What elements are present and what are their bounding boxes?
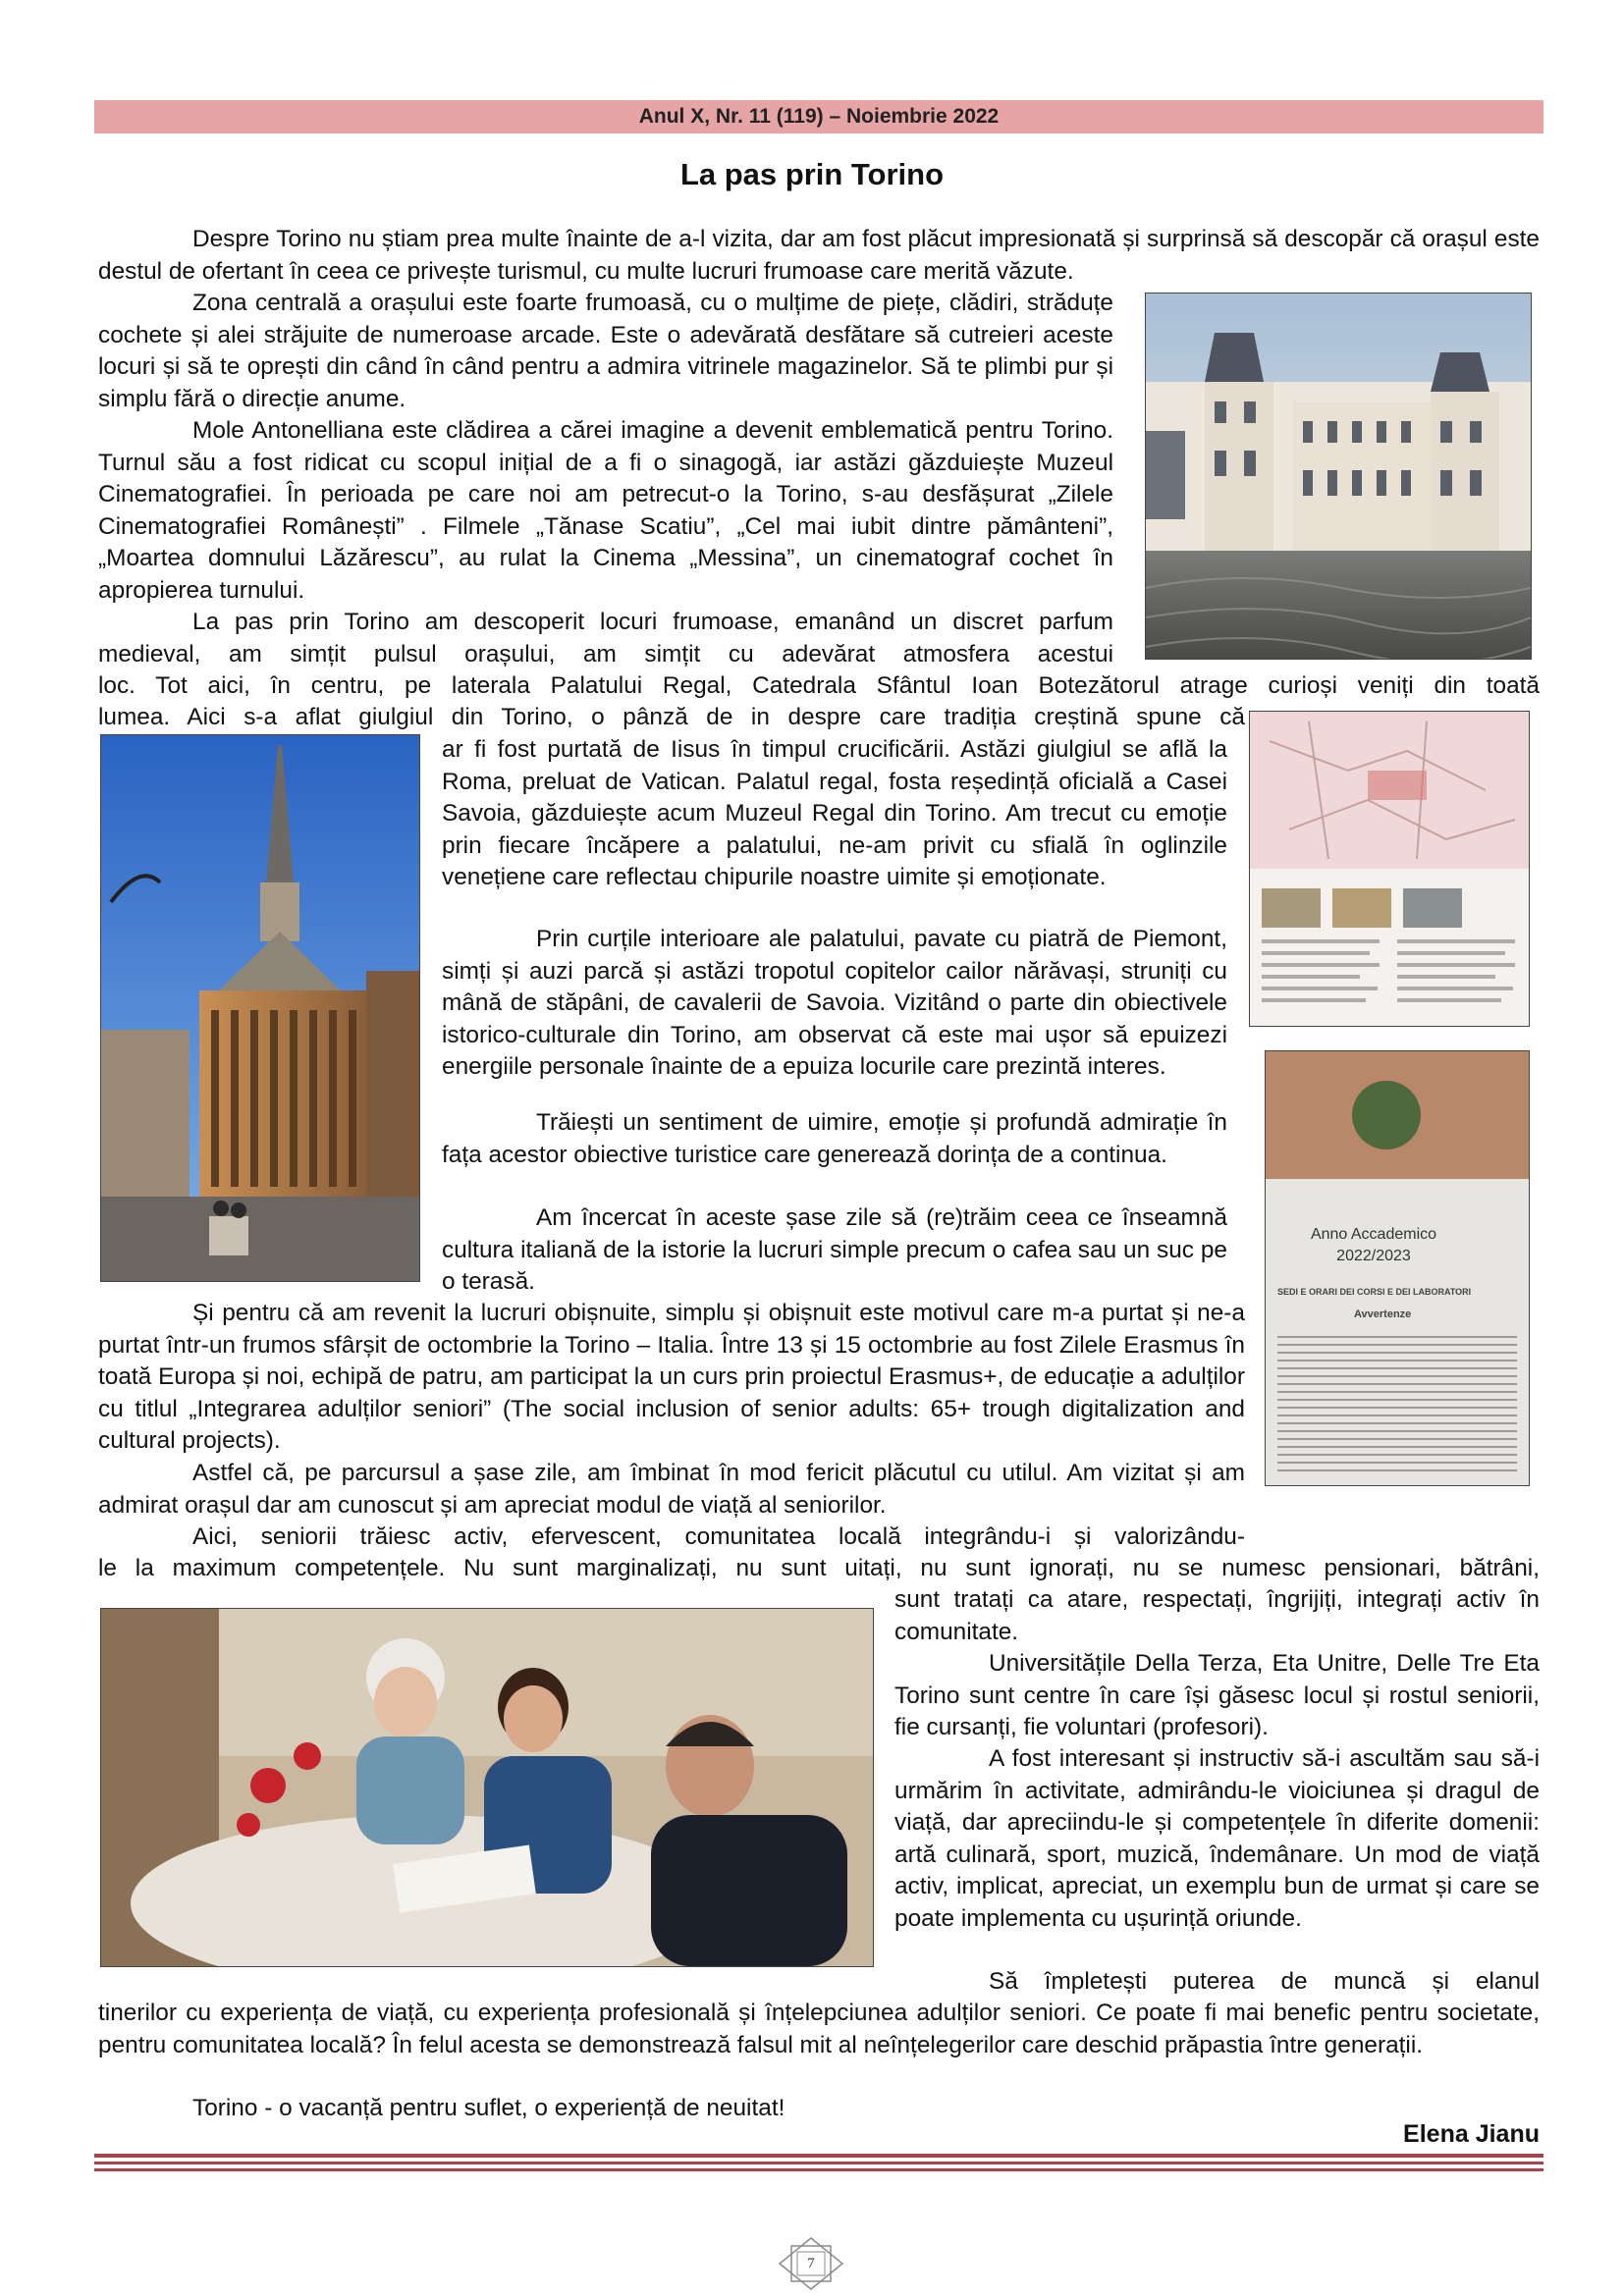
footer-rule <box>94 2162 1543 2164</box>
issue-header: Anul X, Nr. 11 (119) – Noiembrie 2022 <box>638 105 1000 128</box>
paragraph-4-start: La pas prin Torino am descoperit locuri frumoase, emanând un discret parfum medieval, am simțit pulsul orașului, am simțit cu adevărat atmosfera acestui <box>98 609 1113 667</box>
page-number: 7 <box>807 2256 815 2271</box>
article-author: Elena Jianu <box>1403 2120 1540 2148</box>
paragraph-14: Torino - o vacanță pentru suflet, o experiență de neuitat! <box>192 2095 785 2121</box>
paragraph-12: A fost interesant și instructiv să-i ascultăm sau să-i urmărim în activitate, admirându-le vioiciunea și dragul de viață, dar apreciindu-le și competențele în diferite domenii: artă culinară, sport, muzică, îndemânare. Un mod de viață activ, implicat, apreciat, un exemplu bun de urmat și care se poate implementa cu ușurință oriunde. <box>894 1745 1540 1932</box>
paragraph-2: Zona centrală a orașului este foarte frumoasă, cu o mulțime de piețe, clădiri, străduțe cochete și alei străjuite de numeroase arcade. Este o adevărată desfătare să cutreieri aceste locuri și să te oprești din când în când pentru a admira vitrinele magazinelor. Să te plimbi pur și simplu fără o direcție anume. <box>98 290 1113 412</box>
palace-illustration <box>1146 294 1531 659</box>
poster-section: SEDI E ORARI DEI CORSI E DEI LABORATORI <box>1277 1287 1472 1297</box>
paragraph-5: Prin curțile interioare ale palatului, pavate cu piatră de Piemont, simți și auzi parcă și astăzi tropotul copitelor cailor nărăvași, struniți cu mână de stăpâni, de cavalerii de Savoia. Vizitând o parte din obiectivele istorico-culturale din Torino, am observat că este mai ușor să epuizezi energiile personale înainte de a epuiza locurile care prezintă interes. <box>442 926 1227 1080</box>
poster-subtitle: Avvertenze <box>1354 1308 1412 1320</box>
seniors-photo <box>100 1608 874 1967</box>
paragraph-13: tinerilor cu experiența de viață, cu experiența profesională și înțelepciunea adulților seniori. Ce poate fi mai benefic pentru societate, pentru comunitatea locală? În felul acesta se demonstrează falsul mit al neînțelegerilor care deschid prăpastia între generații. <box>98 2000 1540 2058</box>
footer-rule <box>94 2168 1543 2171</box>
paragraph-10-start: Aici, seniorii trăiesc activ, efervescent, comunitatea locală integrându-i și valorizându- <box>192 1523 1245 1550</box>
paragraph-1: Despre Torino nu știam prea multe înainte de a-l vizita, dar am fost plăcut impresionată și surprinsă să descopăr că orașul este destul de ofertant în ceea ce privește turismul, cu multe lucruri frumoase care merită văzute. <box>98 226 1540 285</box>
university-poster-photo <box>1265 1050 1530 1486</box>
tree-icon <box>1352 1081 1421 1149</box>
map-brochure-photo <box>1249 711 1530 1027</box>
mole-antonelliana-photo <box>100 734 420 1282</box>
footer-rule <box>94 2154 1543 2158</box>
article-title: La pas prin Torino <box>679 157 945 191</box>
paragraph-3: Mole Antonelliana este clădirea a cărei imagine a devenit emblematică pentru Torino. Turnul său a fost ridicat cu scopul inițial de a fi o sinagogă, iar astăzi găzduiește Muzeul Cinematografiei. În perioada pe care noi am petrecut-o la Torino, s-au desfășurat „Zilele Cinematografiei Românești” . Filmele „Tănase Scatiu”, „Cel mai iubit dintre pământeni”, „Moartea domnului Lăzărescu”, au rulat la Cinema „Messina”, un cinematograf cochet în apropierea turnului. <box>98 417 1113 604</box>
paragraph-13-start: Să împletești puterea de muncă și elanul <box>989 1968 1540 1995</box>
seniors-illustration <box>101 1609 873 1966</box>
paragraph-11: Universitățile Della Terza, Eta Unitre, Delle Tre Eta Torino sunt centre în care își găsesc locul și rostul seniorii, fie cursanți, fie voluntari (profesori). <box>894 1650 1540 1740</box>
palace-photo <box>1145 293 1532 660</box>
paragraph-7: Am încercat în aceste șase zile să (re)trăim ceea ce înseamnă cultura italiană de la istorie la lucruri simple precum o cafea sau un suc pe o terasă. <box>442 1204 1227 1295</box>
paragraph-10-line: le la maximum competențele. Nu sunt marginalizați, nu sunt uitați, nu sunt ignorați, nu se numesc pensionari, bătrâni, <box>98 1555 1540 1581</box>
poster-text-lines <box>1277 1330 1517 1477</box>
mole-illustration <box>101 735 419 1281</box>
paragraph-6: Trăiești un sentiment de uimire, emoție și profundă admirație în fața acestor obiective turistice care generează dorința de a continua. <box>442 1109 1227 1168</box>
poster-years: 2022/2023 <box>1336 1248 1411 1264</box>
map-illustration <box>1250 712 1529 1026</box>
paragraph-4-line: loc. Tot aici, în centru, pe laterala Palatului Regal, Catedrala Sfântul Ioan Botezătorul atrage curioși veniți din toată <box>98 672 1540 699</box>
paragraph-8: Și pentru că am revenit la lucruri obișnuite, simplu și obișnuit este motivul care m-a purtat și ne-a purtat într-un frumos sfârșit de octombrie la Torino – Italia. Între 13 și 15 octombrie au fost Zilele Erasmus în toată Europa și noi, echipă de patru, am participat la un curs prin proiectul Erasmus+, de educație a adulților cu titlul „Integrarea adulților seniori” (The social inclusion of senior adults: 65+ trough digitalization and cultural projects). <box>98 1300 1245 1454</box>
paragraph-10-end: sunt tratați ca atare, respectați, îngrijiți, integrați activ în comunitate. <box>894 1586 1540 1645</box>
poster-title: Anno Accademico <box>1310 1226 1437 1243</box>
paragraph-4-continued: ar fi fost purtată de Iisus în timpul crucificării. Astăzi giulgiul se află la Roma, preluat de Vatican. Palatul regal, fosta reședință oficială a Casei Savoia, găzduiește acum Muzeul Regal din Torino. Am trecut cu emoție prin fiecare încăpere a palatului, ne-am privit cu sfială în oglinzile venețiene care reflectau chipurile noastre uimite și emoționate. <box>442 736 1227 890</box>
page-number-ornament <box>778 2236 844 2291</box>
paragraph-9: Astfel că, pe parcursul a șase zile, am îmbinat în mod fericit plăcutul cu utilul. Am vizitat și am admirat orașul dar am cunoscut și am apreciat modul de viață al seniorilor. <box>98 1460 1245 1519</box>
paragraph-4-line-2: lumea. Aici s-a aflat giulgiul din Torino, o pânză de in despre care tradiția creștină spune că <box>98 704 1245 730</box>
